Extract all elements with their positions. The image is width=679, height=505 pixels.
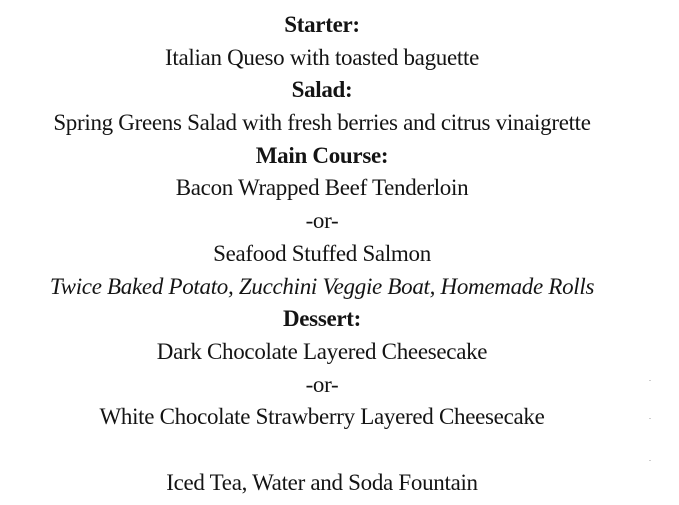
dessert-heading: Dessert: <box>282 306 362 332</box>
drinks-line: Iced Tea, Water and Soda Fountain <box>166 469 478 495</box>
main-course-heading: Main Course: <box>255 142 389 168</box>
dessert-or-separator: -or- <box>305 371 339 397</box>
starter-heading: Starter: <box>284 12 360 37</box>
starter-item: Italian Queso with toasted baguette <box>165 44 479 70</box>
main-course-sides: Twice Baked Potato, Zucchini Veggie Boat, Homemade Rolls <box>49 273 595 299</box>
scan-artifact-mark <box>649 460 651 461</box>
main-course-or-separator: -or- <box>305 208 339 234</box>
blank-line-spacer <box>0 434 644 467</box>
dinner-menu <box>0 9 644 499</box>
scan-artifact-mark <box>649 418 651 419</box>
main-course-option-beef: Bacon Wrapped Beef Tenderloin <box>175 175 469 201</box>
dessert-option-dark-chocolate: Dark Chocolate Layered Cheesecake <box>156 338 488 364</box>
salad-item: Spring Greens Salad with fresh berries and citrus vinaigrette <box>53 110 591 136</box>
dessert-option-white-chocolate: White Chocolate Strawberry Layered Cheesecake <box>99 404 545 430</box>
salad-heading: Salad: <box>291 77 353 103</box>
main-course-option-salmon: Seafood Stuffed Salmon <box>213 240 431 266</box>
scan-artifact-mark <box>649 380 651 381</box>
